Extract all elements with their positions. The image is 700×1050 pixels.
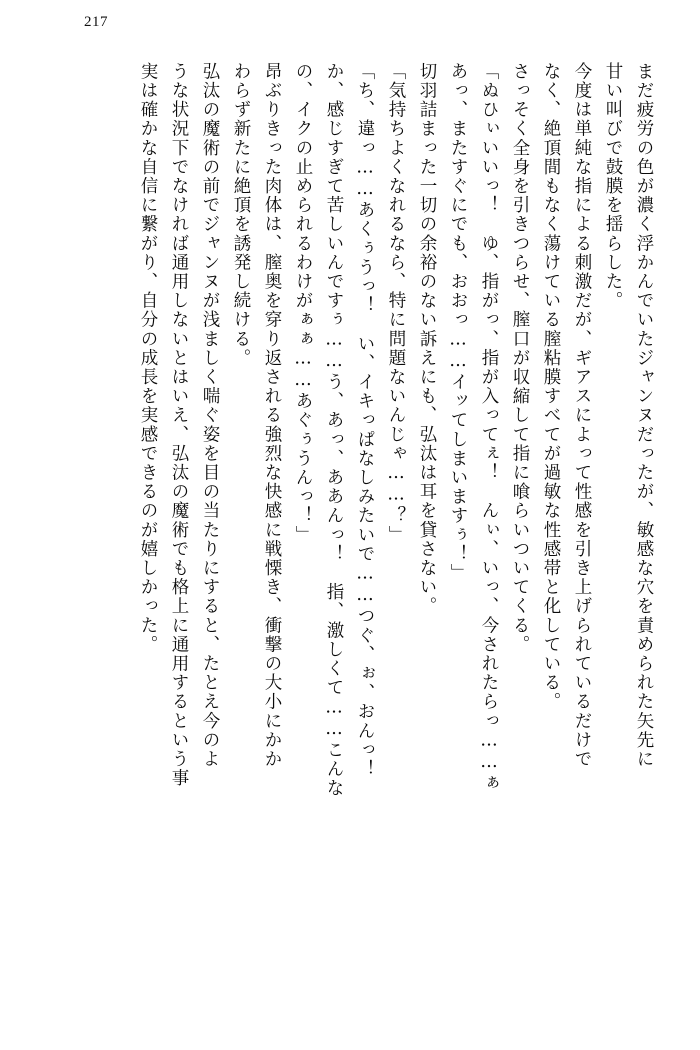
text-line: わらず新たに絶頂を誘発し続ける。	[231, 62, 251, 368]
text-line: うな状況下でなければ通用しないとはいえ、弘汰の魔術でも格上に通用するという事	[169, 62, 189, 788]
text-line: なく、絶頂間もなく蕩けている膣粘膜すべてが過敏な性感帯と化している。	[541, 62, 561, 712]
text-line: さっそく全身を引きつらせ、膣口が収縮して指に喰らいついてくる。	[510, 62, 530, 655]
page-number: 217	[84, 14, 108, 30]
text-line: か、感じすぎて苦しいんですぅ……う、あっ、ああんっ！ 指、激しくて……こんな	[324, 62, 344, 798]
text-line: 実は確かな自信に繋がり、自分の成長を実感できるのが嬉しかった。	[138, 62, 158, 655]
text-line: 切羽詰まった一切の余裕のない訴えにも、弘汰は耳を貸さない。	[417, 62, 437, 616]
text-line: の、イクの止められるわけがぁぁ……あぐぅうんっ！」	[293, 62, 313, 545]
text-line: 甘い叫びで鼓膜を揺らした。	[603, 62, 623, 311]
text-line: 今度は単純な指による刺激だが、ギアスによって性感を引き上げられているだけで	[572, 62, 592, 769]
text-line: まだ疲労の色が濃く浮かんでいたジャンヌだったが、敏感な穴を責められた矢先に	[634, 62, 654, 769]
text-line: 「気持ちよくなれるなら、特に問題ないんじゃ……？」	[386, 62, 406, 545]
vertical-text-body	[52, 62, 652, 1002]
text-line: 昂ぶりきった肉体は、膣奥を穿り返される強烈な快感に戦慄き、衝撃の大小にかか	[262, 62, 282, 769]
text-line: 「ち、違っ……あくぅうっ！ い、イキっぱなしみたいで……つぐ、ぉ、おんっ！	[355, 62, 375, 779]
text-line: 弘汰の魔術の前でジャンヌが浅ましく喘ぐ姿を目の当たりにすると、たとえ今のよ	[200, 62, 220, 769]
text-line: 「ぬひぃいいっ！ ゆ、指がっ、指が入ってぇ！ んぃ、いっ、今されたらっ……ぁ	[479, 62, 499, 793]
text-line: あっ、またすぐにでも、おおっ……イッてしまいますぅ！」	[448, 62, 468, 583]
